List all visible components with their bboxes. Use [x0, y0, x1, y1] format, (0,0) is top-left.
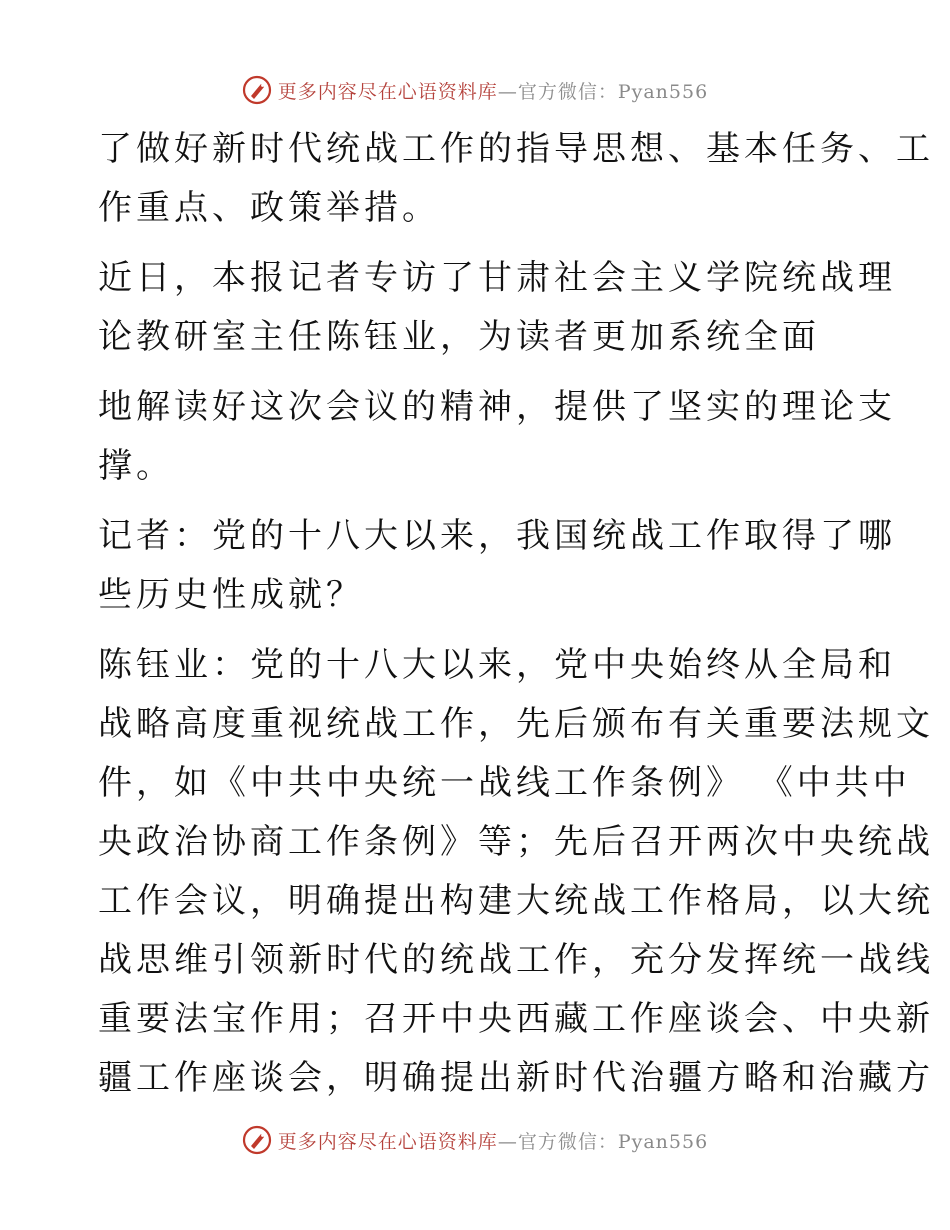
text-line: 作重点、政策举措。	[98, 188, 440, 228]
pen-nib-logo-icon	[242, 1125, 272, 1155]
paragraph	[98, 120, 934, 238]
footer-banner	[0, 1120, 950, 1160]
text-line: 件，如《中共中央统一战线工作条例》 《中共中	[98, 763, 911, 803]
footer-banner-text	[278, 1127, 708, 1154]
article-body	[98, 120, 934, 1119]
text-line: 重要法宝作用；召开中央西藏工作座谈会、中央新	[98, 999, 934, 1039]
pen-nib-logo-icon	[242, 75, 272, 105]
header-banner-sep: —官方微信：	[497, 80, 618, 103]
footer-banner-main: 更多内容尽在心语资料库	[277, 1130, 498, 1153]
text-line: 疆工作座谈会，明确提出新时代治疆方略和治藏方	[98, 1058, 934, 1098]
header-banner-id: Pyan556	[617, 80, 709, 103]
text-line: 些历史性成就？	[98, 575, 364, 615]
paragraph	[98, 378, 896, 496]
text-line: 工作会议，明确提出构建大统战工作格局，以大统	[98, 881, 934, 921]
text-line: 战思维引领新时代的统战工作，充分发挥统一战线	[98, 940, 934, 980]
paragraph	[98, 636, 934, 1108]
text-line: 战略高度重视统战工作，先后颁布有关重要法规文	[98, 704, 934, 744]
footer-banner-sep: —官方微信：	[497, 1130, 618, 1153]
text-line: 央政治协商工作条例》等；先后召开两次中央统战	[98, 822, 934, 862]
header-banner	[0, 70, 950, 110]
text-line: 了做好新时代统战工作的指导思想、基本任务、工	[98, 129, 934, 169]
text-line: 论教研室主任陈钰业，为读者更加系统全面	[98, 317, 820, 357]
text-line: 撑。	[98, 446, 174, 486]
text-line: 地解读好这次会议的精神，提供了坚实的理论支	[98, 387, 896, 427]
header-banner-text	[278, 77, 708, 104]
text-line: 记者：党的十八大以来，我国统战工作取得了哪	[98, 516, 896, 556]
text-line: 近日，本报记者专访了甘肃社会主义学院统战理	[98, 258, 896, 298]
paragraph	[98, 507, 896, 625]
header-banner-main: 更多内容尽在心语资料库	[277, 80, 498, 103]
paragraph	[98, 249, 896, 367]
footer-banner-id: Pyan556	[617, 1130, 709, 1153]
text-line: 陈钰业：党的十八大以来，党中央始终从全局和	[98, 645, 896, 685]
